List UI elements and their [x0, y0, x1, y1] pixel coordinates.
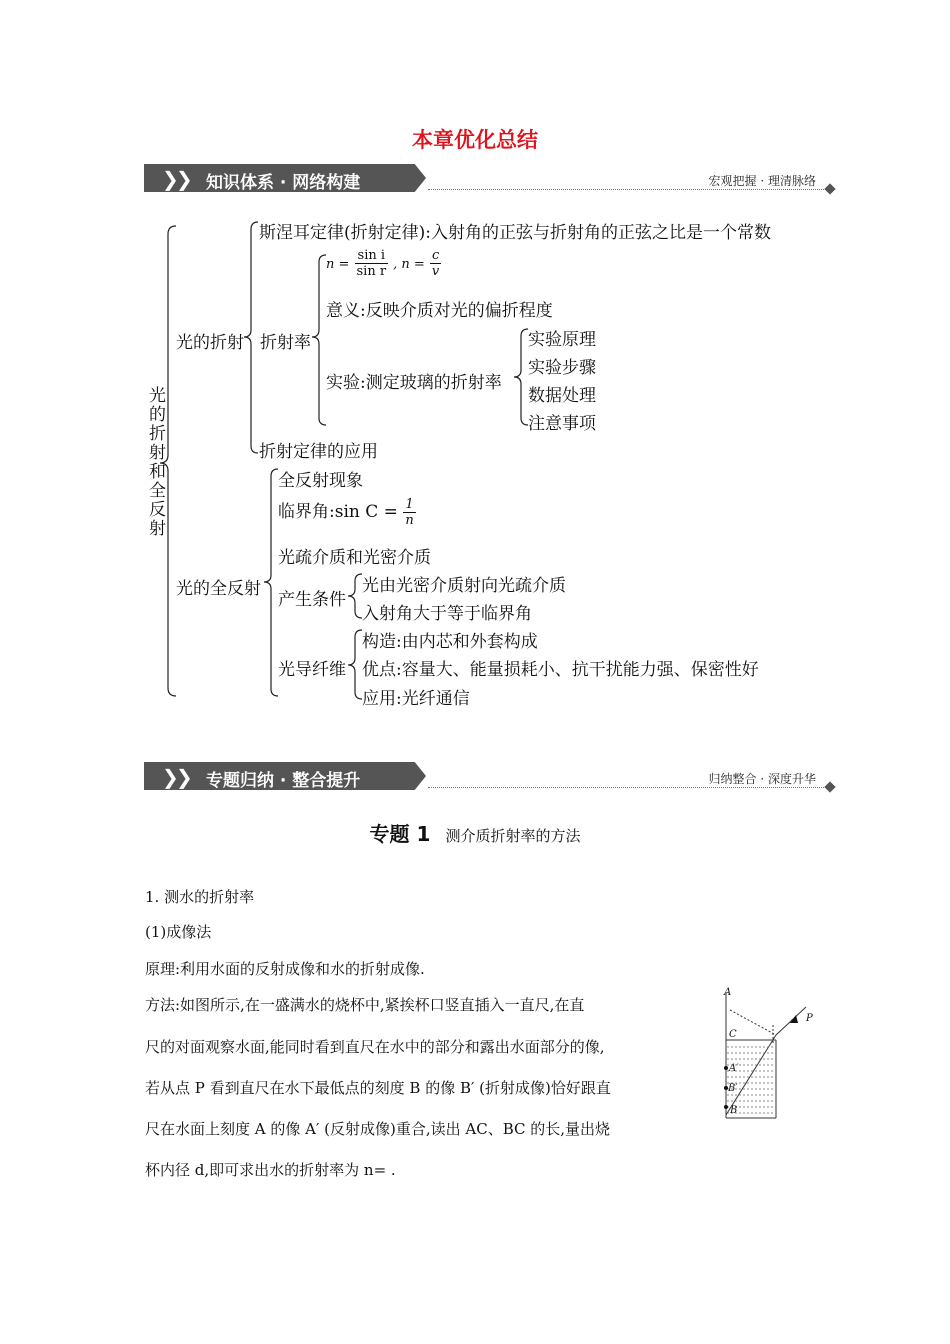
chevron-right-icon: ❯	[162, 167, 179, 191]
map-fiber-item: 构造:由内芯和外套构成	[362, 632, 538, 652]
figure-label-b: B	[730, 1105, 738, 1116]
figure-label-c: C	[729, 1029, 737, 1040]
topic-name: 测介质折射率的方法	[445, 827, 581, 845]
map-meaning: 意义:反映介质对光的偏折程度	[326, 301, 553, 321]
formula-sep: , n =	[393, 257, 425, 272]
method-line: 方法:如图所示,在一盛满水的烧杯中,紧挨杯口竖直插入一直尺,在直	[145, 996, 585, 1014]
map-refraction-label: 光的折射	[176, 333, 244, 353]
map-root: 光的折射和全反射	[145, 386, 165, 538]
chevron-right-icon: ❯	[176, 167, 193, 191]
formula-n: n =	[326, 257, 350, 272]
figure-label-a-prime: A′	[729, 1063, 739, 1074]
map-exp-item: 实验步骤	[528, 358, 596, 378]
map-total-label: 光的全反射	[176, 579, 261, 599]
method-line: 若从点 P 看到直尺在水下最低点的刻度 B 的像 B′ (折射成像)恰好跟直	[145, 1079, 611, 1097]
subsection-heading: (1)成像法	[145, 923, 212, 941]
section-banner-topics	[144, 762, 834, 790]
principle-text: 原理:利用水面的反射成像和水的折射成像.	[145, 960, 425, 978]
critical-prefix: 临界角:sin C =	[278, 502, 398, 522]
map-condition: 光由光密介质射向光疏介质	[362, 576, 566, 596]
map-index-formula	[326, 248, 441, 279]
section-heading: 1. 测水的折射率	[145, 888, 255, 906]
formula-num: sin i	[355, 248, 389, 264]
beaker-ruler-diagram	[718, 985, 828, 1125]
map-condition: 入射角大于等于临界角	[362, 604, 532, 624]
map-condition-label: 产生条件	[278, 590, 346, 610]
page-title: 本章优化总结	[412, 128, 538, 152]
map-exp-item: 实验原理	[528, 330, 596, 350]
chevron-right-icon: ❯	[176, 765, 193, 789]
chevron-right-icon: ❯	[162, 765, 179, 789]
map-fiber-item: 应用:光纤通信	[362, 689, 470, 709]
critical-fraction	[403, 497, 415, 528]
map-snell-law: 斯涅耳定律(折射定律):入射角的正弦与折射角的正弦之比是一个常数	[259, 223, 771, 243]
figure-label-a: A	[724, 987, 732, 998]
formula-fraction-sin	[355, 248, 389, 279]
figure-label-b-prime: B′	[728, 1083, 738, 1094]
map-media: 光疏介质和光密介质	[278, 548, 431, 568]
map-fiber-item: 优点:容量大、能量损耗小、抗干扰能力强、保密性好	[362, 660, 759, 680]
figure-label-p: P	[806, 1013, 813, 1024]
map-critical-angle	[278, 497, 416, 528]
map-exp-item: 数据处理	[528, 386, 596, 406]
map-phenomenon: 全反射现象	[278, 471, 363, 491]
formula-den: sin r	[356, 264, 387, 279]
formula-num: c	[430, 248, 441, 264]
formula-den: v	[431, 264, 440, 279]
banner-label: 知识体系 · 网络构建	[206, 173, 361, 193]
banner-caption: 归纳整合 · 深度升华	[708, 772, 816, 786]
map-application: 折射定律的应用	[259, 442, 378, 462]
banner-caption: 宏观把握 · 理清脉络	[708, 174, 816, 188]
banner-divider	[428, 787, 826, 788]
method-line: 尺在水面上刻度 A 的像 A′ (反射成像)重合,读出 AC、BC 的长,量出烧	[145, 1120, 611, 1138]
method-line: 杯内径 d,即可求出水的折射率为 n= .	[145, 1161, 396, 1179]
topic-number: 专题 1	[369, 822, 431, 846]
map-exp-item: 注意事项	[528, 414, 596, 434]
map-index-label: 折射率	[260, 333, 311, 353]
banner-label: 专题归纳 · 整合提升	[206, 771, 361, 791]
formula-fraction-cv	[430, 248, 441, 279]
method-line: 尺的对面观察水面,能同时看到直尺在水中的部分和露出水面部分的像,	[145, 1038, 605, 1056]
topic-heading	[0, 818, 950, 847]
formula-den: n	[405, 513, 414, 528]
map-fiber-label: 光导纤维	[278, 660, 346, 680]
formula-num: 1	[403, 497, 415, 513]
map-experiment: 实验:测定玻璃的折射率	[326, 373, 502, 393]
